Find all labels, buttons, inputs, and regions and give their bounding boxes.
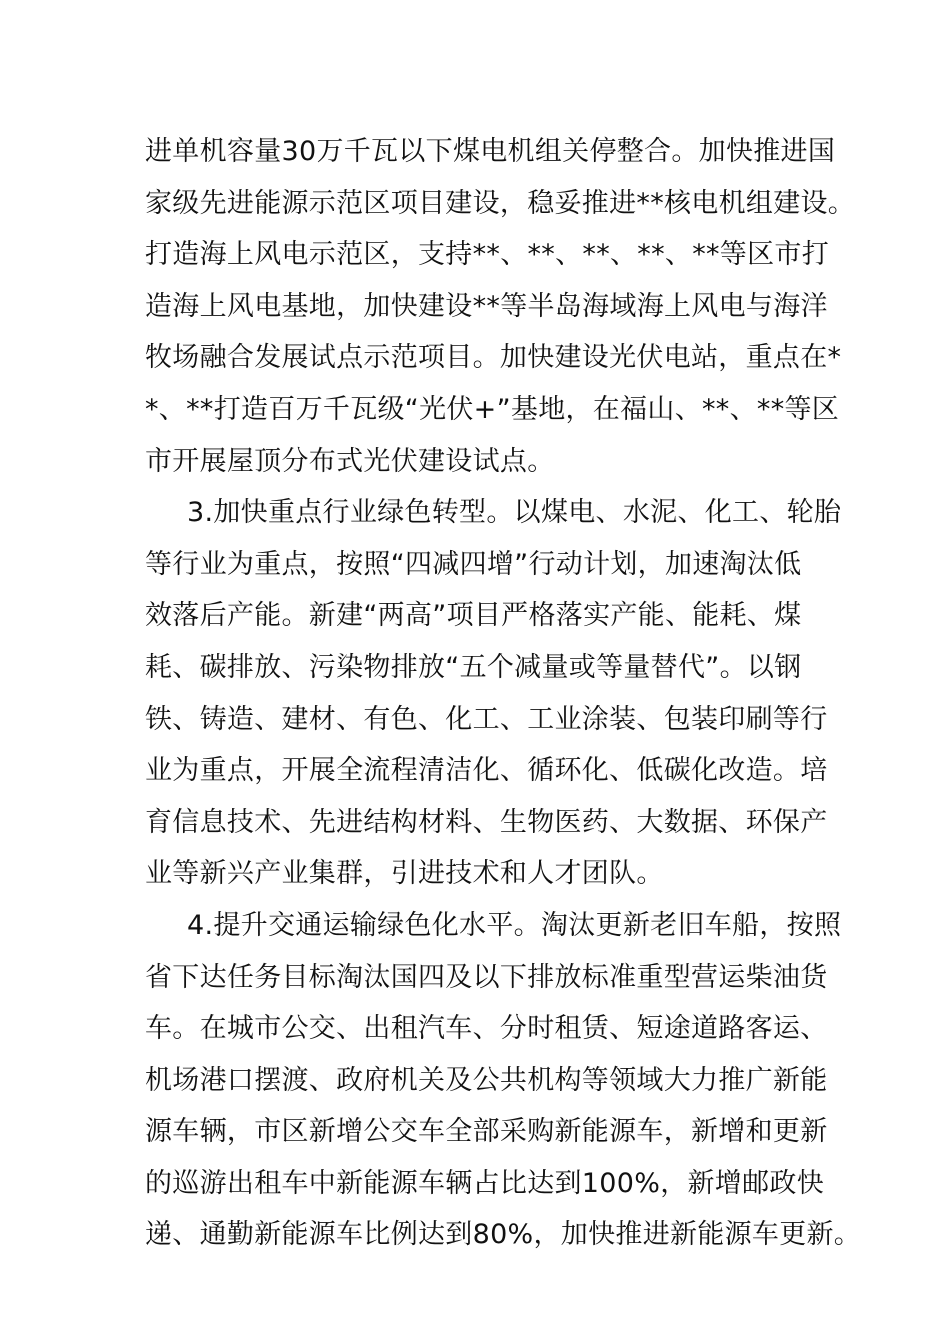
- text-line: *、**打造百万千瓦级“光伏+”基地，在福山、**、**等区: [145, 393, 840, 425]
- text-line: 市开展屋顶分布式光伏建设试点。: [145, 445, 555, 477]
- text-line: 耗、碳排放、污染物排放“五个减量或等量替代”。以钢: [145, 651, 802, 683]
- text-line: 铁、铸造、建材、有色、化工、工业涂装、包装印刷等行: [145, 703, 828, 735]
- text-line: 业为重点，开展全流程清洁化、循环化、低碳化改造。培: [145, 755, 828, 787]
- text-line: 省下达任务目标淘汰国四及以下排放标准重型营运柴油货: [145, 961, 828, 993]
- text-line: 造海上风电基地，加快建设**等半岛海域海上风电与海洋: [145, 290, 828, 322]
- text-line: 育信息技术、先进结构材料、生物医药、大数据、环保产: [145, 806, 828, 838]
- text-line: 3.加快重点行业绿色转型。以煤电、水泥、化工、轮胎: [187, 497, 842, 529]
- text-line: 的巡游出租车中新能源车辆占比达到100%，新增邮政快: [145, 1167, 824, 1199]
- text-line: 源车辆，市区新增公交车全部采购新能源车，新增和更新: [145, 1116, 828, 1148]
- text-line: 效落后产能。新建“两高”项目严格落实产能、能耗、煤: [145, 600, 802, 632]
- text-line: 业等新兴产业集群，引进技术和人才团队。: [145, 858, 664, 890]
- text-line: 进单机容量30万千瓦以下煤电机组关停整合。加快推进国: [145, 136, 836, 167]
- text-line: 等行业为重点，按照“四减四增”行动计划，加速淘汰低: [145, 548, 802, 580]
- text-line: 4.提升交通运输绿色化水平。淘汰更新老旧车船，按照: [187, 909, 842, 941]
- text-line: 递、通勤新能源车比例达到80%，加快推进新能源车更新。: [145, 1219, 862, 1251]
- text-line: 家级先进能源示范区项目建设，稳妥推进**核电机组建设。: [145, 187, 856, 219]
- body-text: [145, 126, 862, 1261]
- text-line: 打造海上风电示范区，支持**、**、**、**、**等区市打: [145, 239, 829, 271]
- text-line: 牧场融合发展试点示范项目。加快建设光伏电站，重点在*: [145, 342, 842, 374]
- text-line: 车。在城市公交、出租汽车、分时租赁、短途道路客运、: [145, 1013, 828, 1045]
- text-line: 机场港口摆渡、政府机关及公共机构等领域大力推广新能: [145, 1064, 828, 1096]
